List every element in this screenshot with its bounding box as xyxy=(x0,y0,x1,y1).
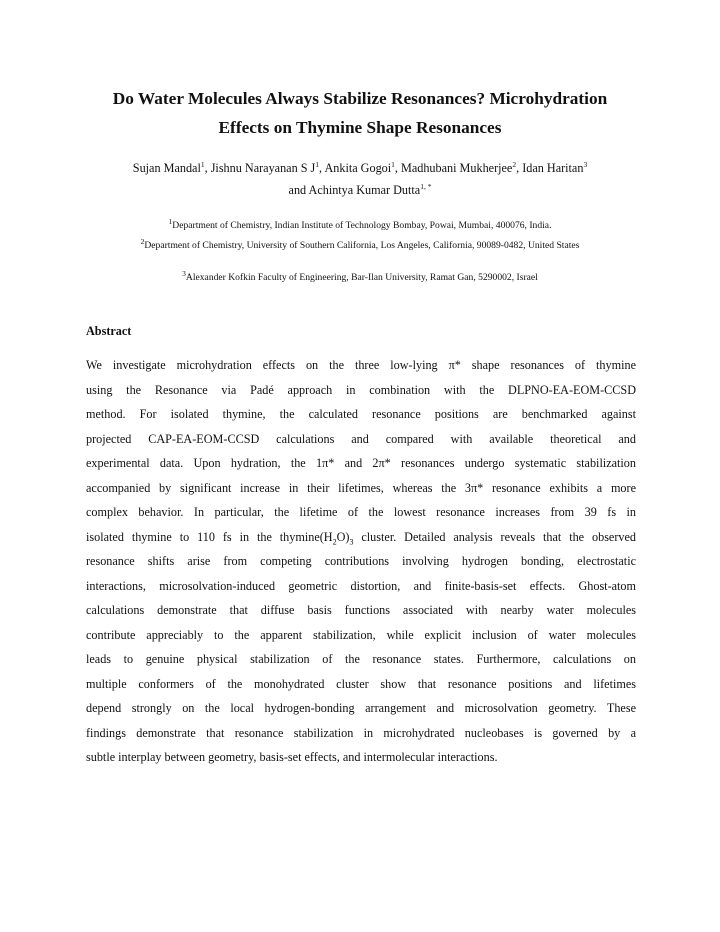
author-affiliation-mark: 1 xyxy=(315,159,320,169)
abstract-text: O) xyxy=(336,529,350,544)
author-affiliation-mark: 1 xyxy=(391,159,395,169)
title-line-2: Effects on Thymine Shape Resonances xyxy=(218,118,502,137)
author-affiliation-mark: 2 xyxy=(512,159,517,169)
affiliation-3 xyxy=(40,268,680,283)
author-separator: , xyxy=(394,161,401,175)
affiliation-text: Department of Chemistry, University of Southern California, Los Angeles, California, 90089-0482, United States xyxy=(144,240,580,251)
title-line-1: Do Water Molecules Always Stabilize Resonances? Microhydration xyxy=(112,89,608,108)
author-name: Madhubani Mukherjee xyxy=(400,161,513,175)
author-name: Achintya Kumar Dutta xyxy=(308,183,421,197)
affiliation-text: Alexander Kofkin Faculty of Engineering, Bar-Ilan University, Ramat Gan, 5290002, Israel xyxy=(185,272,538,283)
affiliation-mark: 3 xyxy=(182,268,186,278)
author-affiliation-mark: 3 xyxy=(583,159,588,169)
subscript: 2 xyxy=(332,536,337,546)
abstract-line xyxy=(86,530,636,555)
abstract-line: leads to genuine physical stabilization of the resonance states. Furthermore, calculations on xyxy=(86,652,636,666)
abstract-line: complex behavior. In particular, the lifetime of the lowest resonance increases from 39 fs in xyxy=(86,505,636,519)
author-separator: , xyxy=(319,161,325,175)
author-name: Sujan Mandal xyxy=(132,161,201,175)
paper-title xyxy=(70,84,650,142)
author-list xyxy=(60,157,660,201)
abstract-line: interactions, microsolvation-induced geometric distortion, and finite-basis-set effects. Ghost-atom xyxy=(86,578,636,593)
abstract-line: using the Resonance via Padé approach in combination with the DLPNO-EA-EOM-CCSD xyxy=(86,382,636,397)
author-line-2 xyxy=(60,179,660,201)
author-affiliation-mark: 1 xyxy=(200,159,205,169)
author-separator: , xyxy=(204,161,211,175)
abstract-line: subtle interplay between geometry, basis-set effects, and intermolecular interactions. xyxy=(86,750,498,764)
abstract-line: projected CAP-EA-EOM-CCSD calculations and compared with available theoretical and xyxy=(86,431,636,446)
abstract-line: findings demonstrate that resonance stabilization in microhydrated nucleobases is governed by a xyxy=(86,725,636,740)
abstract-text: isolated thymine to 110 fs in the thymine(H xyxy=(86,529,333,544)
author-name: Jishnu Narayanan S J xyxy=(210,161,316,175)
subscript: 3 xyxy=(349,536,354,546)
abstract-body xyxy=(86,358,636,775)
abstract-line: depend strongly on the local hydrogen-bonding arrangement and microsolvation geometry. These xyxy=(86,701,636,715)
author-separator: , xyxy=(516,161,523,175)
abstract-heading: Abstract xyxy=(86,324,132,338)
abstract-line: contribute appreciably to the apparent stabilization, while explicit inclusion of water molecules xyxy=(86,627,636,642)
abstract-line: resonance shifts arise from competing contributions involving hydrogen bonding, electrostatic xyxy=(86,554,636,568)
abstract-line: experimental data. Upon hydration, the 1π* and 2π* resonances undergo systematic stabilization xyxy=(86,456,636,470)
author-name: Idan Haritan xyxy=(522,161,584,175)
author-line-1 xyxy=(60,157,660,179)
affiliation-mark: 2 xyxy=(140,236,145,246)
affiliation-mark: 1 xyxy=(168,216,173,226)
abstract-line: accompanied by significant increase in their lifetimes, whereas the 3π* resonance exhibits a more xyxy=(86,480,636,495)
affiliation-2 xyxy=(40,236,680,251)
author-prefix: and xyxy=(288,183,309,197)
abstract-line: multiple conformers of the monohydrated cluster show that resonance positions and lifetimes xyxy=(86,676,636,691)
author-affiliation-mark: 1, * xyxy=(420,181,432,191)
abstract-line: We investigate microhydration effects on the three low-lying π* shape resonances of thymine xyxy=(86,358,636,372)
affiliation-1 xyxy=(40,216,680,231)
abstract-text: cluster. Detailed analysis reveals that the observed xyxy=(353,529,636,544)
abstract-line: method. For isolated thymine, the calculated resonance positions are benchmarked against xyxy=(86,407,636,421)
abstract-line: calculations demonstrate that diffuse basis functions associated with nearby water molecules xyxy=(86,603,636,617)
affiliation-text: Department of Chemistry, Indian Institute of Technology Bombay, Powai, Mumbai, 400076, India. xyxy=(172,220,552,231)
author-name: Ankita Gogoi xyxy=(324,161,392,175)
